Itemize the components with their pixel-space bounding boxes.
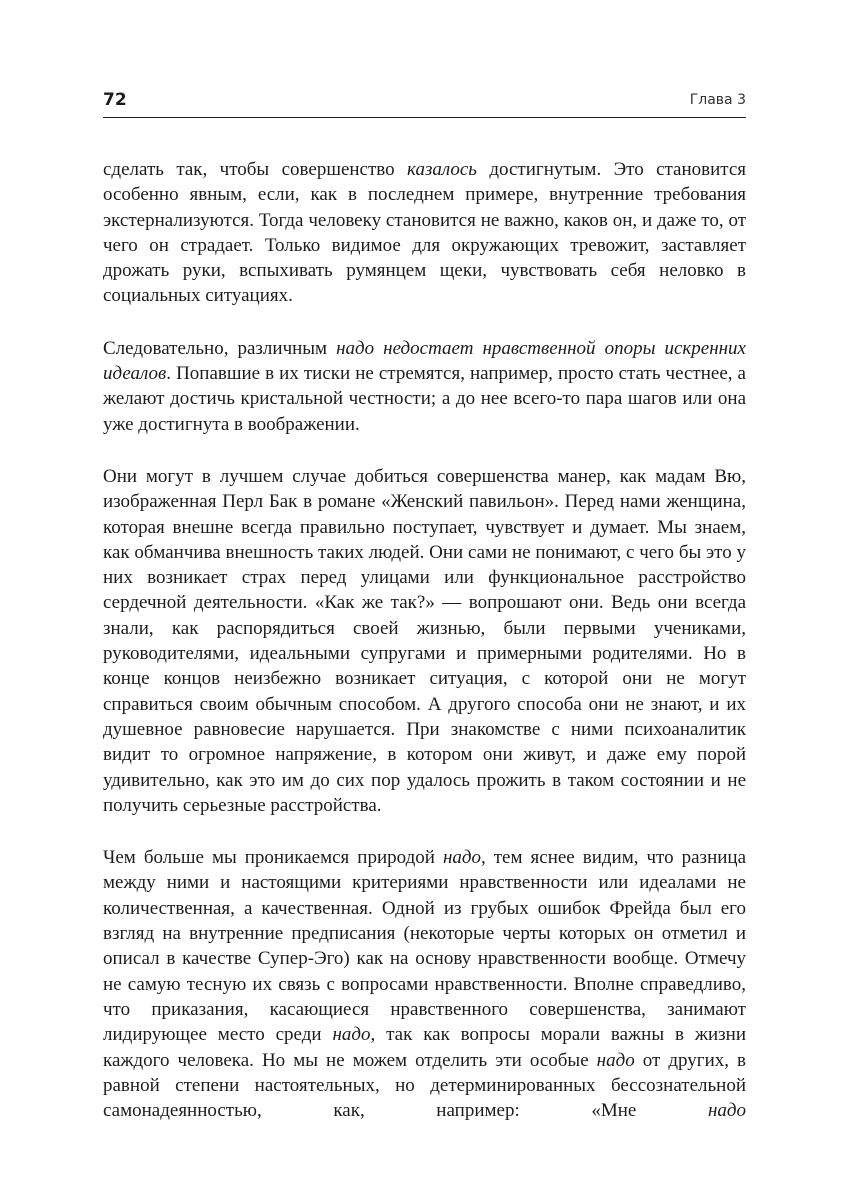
chapter-title: Глава 3 bbox=[689, 92, 746, 108]
text-run: , так как вопросы морали важны в жизни каждого человека. Но мы не можем отделить эти особые bbox=[103, 1024, 746, 1071]
text-run: Они могут в лучшем случае добиться совершенства манер, как мадам Вю, изображенная Перл Бак в романе «Женский павильон». Перед нами женщина, которая внешне всегда правильно поступает, чувствует и думает. Мы знаем, как обманчива внешность таких людей. Они сами не понимают, с чего бы это у них возникает страх перед улицами или функциональное расстройство сердечной деятельности. «Как же так?» — вопрошают они. Ведь они всегда знали, как распорядиться своей жизнью, были первыми учениками, руководителями, идеальными супругами и примерными родителями. Но в конце концов неизбежно возникает ситуация, с которой они не могут справиться своим обычным способом. А другого способа они не знают, и их душевное равновесие нарушается. При знакомстве с ними психоаналитик видит то огромное напряжение, в котором они живут, и даже ему порой удивительно, как это им до сих пор удалось прожить в таком состоянии и не получить серьезные расстройства. bbox=[103, 465, 746, 816]
text-run: Следовательно, различным bbox=[103, 337, 337, 359]
paragraph bbox=[103, 157, 746, 309]
italic-run: надо bbox=[707, 1100, 746, 1122]
paragraph bbox=[103, 845, 746, 1123]
text-run: сделать так, чтобы совершенство bbox=[103, 159, 408, 180]
paragraph bbox=[103, 336, 746, 437]
text-run: достигнутым. Это становится особенно явным, если, как в последнем примере, внутренние требования экстернализуются. Тогда человеку становится не важно, каков он, и даже то, от чего он страдает. Только видимое для окружающих тревожит, заставляет дрожать руки, вспыхивать румянцем щеки, чувствовать себя неловко в социальных ситуациях. bbox=[103, 159, 747, 307]
italic-run: надо bbox=[596, 1049, 635, 1071]
italic-run: надо недостает нравственной опоры искренних идеалов bbox=[103, 337, 746, 385]
text-run: от других, в равной степени настоятельных, но детерминированных бессознательной самонадеянностью, как, например: «Мне bbox=[103, 1049, 746, 1122]
italic-run: надо bbox=[442, 847, 481, 869]
paragraph bbox=[103, 464, 746, 818]
text-run: , тем яснее видим, что разница между ними и настоящими критериями нравственности или идеалами не количественная, а качественная. Одной из грубых ошибок Фрейда был его взгляд на внутренние предписания (некоторые черты которых он отметил и описал в качестве Супер-Эго) как на основу нравственности вообще. Отмечу не самую тесную их связь с вопросами нравственности. Вполне справедливо, что приказания, касающиеся нравственного совершенства, занимают лидирующее место среди bbox=[103, 847, 747, 1046]
italic-run: казалось bbox=[407, 159, 477, 180]
header-rule bbox=[103, 117, 746, 118]
text-run: Чем больше мы проникаемся природой bbox=[103, 847, 443, 869]
running-header bbox=[103, 86, 746, 114]
body-text bbox=[103, 157, 746, 1123]
page-number: 72 bbox=[103, 90, 127, 110]
italic-run: надо bbox=[332, 1024, 371, 1046]
text-run: . Попавшие в их тиски не стремятся, например, просто стать честнее, а желают достичь кристальной честности; а до нее всего-то пара шагов или она уже достигнута в воображении. bbox=[103, 363, 746, 435]
